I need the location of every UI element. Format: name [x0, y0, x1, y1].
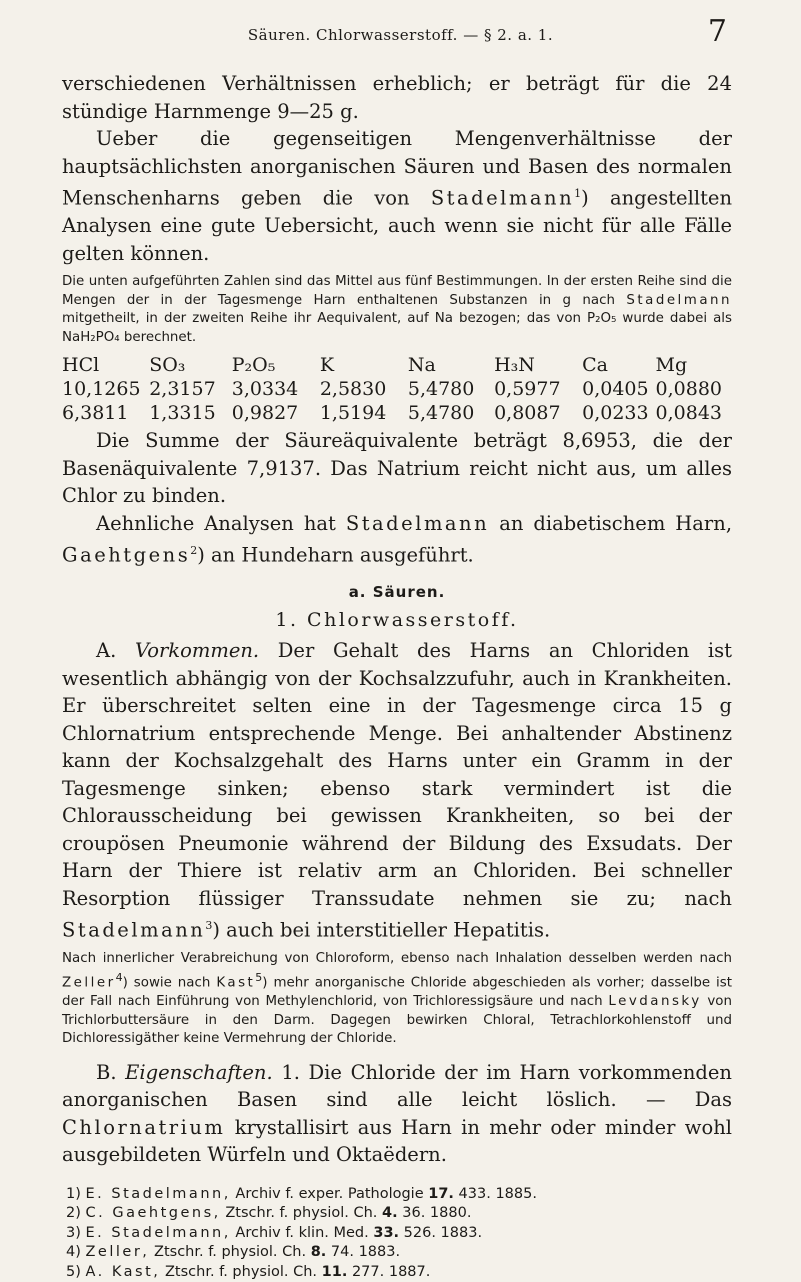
- table-cell: 1,5194: [319, 402, 387, 425]
- table-row: [62, 377, 722, 401]
- footnote: 3) E. Stadelmann, Archiv f. klin. Med. 33. 526. 1883.: [66, 1224, 483, 1241]
- footnote: 1) E. Stadelmann, Archiv f. exper. Pathologie 17. 433. 1885.: [66, 1185, 537, 1202]
- analysis-table: [62, 353, 722, 425]
- table-cell: 0,0843: [655, 402, 722, 425]
- footnote-ref: 1: [574, 187, 582, 200]
- table-cell: 10,1265: [62, 378, 141, 401]
- table-cell: 2,3157: [149, 378, 216, 401]
- table-cell: 0,0233: [582, 402, 649, 425]
- footnote: 4) Zeller, Ztschr. f. physiol. Ch. 8. 74. 1883.: [66, 1244, 401, 1261]
- table-cell: 0,0405: [582, 378, 649, 401]
- table-cell: 5,4780: [407, 378, 475, 401]
- table-cell: 2,5830: [319, 378, 387, 401]
- footnote-ref: 4: [115, 970, 123, 984]
- running-header: Säuren. Chlorwasserstoff. — § 2. a. 1.: [247, 26, 554, 44]
- table-cell: 6,3811: [62, 402, 129, 425]
- author-name: Stadelmann: [62, 918, 206, 942]
- table-header-cell: H₃N: [494, 354, 535, 377]
- footnote-ref: 3: [205, 919, 213, 933]
- author-name: Levdansky: [608, 994, 702, 1010]
- page-number: 7: [707, 14, 727, 49]
- table-header-cell: SO₃: [149, 354, 186, 377]
- section-heading: a. Säuren.: [348, 583, 446, 602]
- table-cell: 0,5977: [494, 378, 561, 401]
- table-cell: 0,9827: [231, 402, 299, 425]
- table-cell: 3,0334: [231, 378, 299, 401]
- paragraph-summe: Die Summe der Säureäquivalente beträgt 8,6953, die der Basenäquivalente 7,9137. Das Natrium reicht nicht aus, um alles Chlor zu binden.: [62, 429, 732, 508]
- small-print-note: Nach innerlicher Verabreichung von Chloroform, ebenso nach Inhalation desselben werden nach Zeller$^4$) sowie nach Kast$^5$) mehr anorganische Chloride abgeschieden als vorher; dasselbe ist der Fall nach Einführung von Methylenchlorid, von Trichloressigsäure und nach Levdansky von Trichlorbuttersäure in den Darm. Dagegen bewirken Chloral, Tetrachlorkohlenstoff und Dichloressigäther keine Vermehrung der Chloride.: [62, 951, 732, 1047]
- author-name: Gaehtgens: [62, 543, 191, 567]
- footnotes: [62, 1185, 732, 1282]
- footnote: 2) C. Gaehtgens, Ztschr. f. physiol. Ch. 4. 36. 1880.: [66, 1205, 472, 1222]
- table-cell: 0,8087: [494, 402, 561, 425]
- emphasized-term: Chlornatrium: [62, 1115, 226, 1139]
- table-header-cell: HCl: [62, 354, 100, 377]
- table-row: [62, 401, 722, 425]
- table-header-row: [62, 353, 722, 377]
- paragraph-continuation: verschiedenen Verhältnissen erheblich; er beträgt für die 24 stündige Harnmenge 9—25 g.: [62, 72, 732, 123]
- author-name: Stadelmann: [626, 292, 732, 308]
- footnote-ref: 2: [190, 544, 198, 558]
- footnote-ref: 5: [255, 970, 263, 984]
- paragraph-eigenschaften: B. Eigenschaften. 1. Die Chloride der im Harn vorkommenden anorganischen Basen sind alle leicht löslich. — Das Chlornatrium krystallisirt aus Harn in mehr oder minder wohl ausgebildeten Würfeln und Oktaëdern.: [62, 1060, 732, 1167]
- footnote: 5) A. Kast, Ztschr. f. physiol. Ch. 11. 277. 1887.: [66, 1263, 431, 1280]
- table-cell: 5,4780: [407, 402, 475, 425]
- author-name: Kast: [216, 975, 256, 991]
- author-name: Zeller: [62, 975, 116, 991]
- subsection-title: Vorkommen.: [134, 639, 260, 663]
- page-body: [62, 70, 732, 1282]
- table-header-cell: Na: [407, 354, 436, 377]
- author-name: Stadelmann: [430, 186, 575, 210]
- table-header-cell: Mg: [655, 354, 688, 377]
- subsection-title: Eigenschaften.: [125, 1060, 273, 1084]
- paragraph-vorkommen: A. Vorkommen. Der Gehalt des Harns an Chloriden ist wesentlich abhängig von der Kochsalzzufuhr, auch in Krankheiten. Er überschreitet selten eine in der Tagesmenge circa 15 g Chlornatrium entsprechende Menge. Bei anhaltender Abstinenz kann der Kochsalzgehalt des Harns unter ein Gramm in der Tagesmenge sinken; ebenso stark vermindert ist die Chlorausscheidung bei gewissen Krankheiten, so bei der croupösen Pneumonie während der Bildung des Exsudats. Der Harn der Thiere ist relativ arm an Chloriden. Bei schneller Resorption flüssiger Transsudate nehmen sie zu; nach Stadelmann$^3$) auch bei interstitieller Hepatitis.: [62, 639, 732, 942]
- table-header-cell: P₂O₅: [231, 354, 276, 377]
- table-cell: 0,0880: [655, 378, 722, 401]
- paragraph-mengenverhaeltnisse: Ueber die gegenseitigen Mengenverhältnisse der hauptsächlichsten anorganischen Säuren und Basen des normalen Menschenharns geben die von Stadelmann$^1$) angestellten Analysen eine gute Uebersicht, auch wenn sie nicht für alle Fälle gelten können.: [62, 127, 732, 265]
- author-name: Stadelmann: [345, 511, 490, 535]
- table-cell: 1,3315: [149, 402, 216, 425]
- table-header-cell: K: [319, 354, 335, 377]
- small-print-note: Die unten aufgeführten Zahlen sind das Mittel aus fünf Bestimmungen. In der ersten Reihe sind die Mengen der in der Tagesmenge Harn enthaltenen Substanzen in g nach Stadelmann mitgetheilt, in der zweiten Reihe ihr Aequivalent, auf Na bezogen; das von P₂O₅ wurde dabei als NaH₂PO₄ berechnet.: [62, 274, 732, 345]
- paragraph-analysen: Aehnliche Analysen hat Stadelmann an diabetischem Harn, Gaehtgens$^2$) an Hundeharn ausgeführt.: [62, 511, 733, 567]
- subsection-heading: 1. Chlorwasserstoff.: [275, 609, 519, 632]
- table-header-cell: Ca: [582, 354, 608, 377]
